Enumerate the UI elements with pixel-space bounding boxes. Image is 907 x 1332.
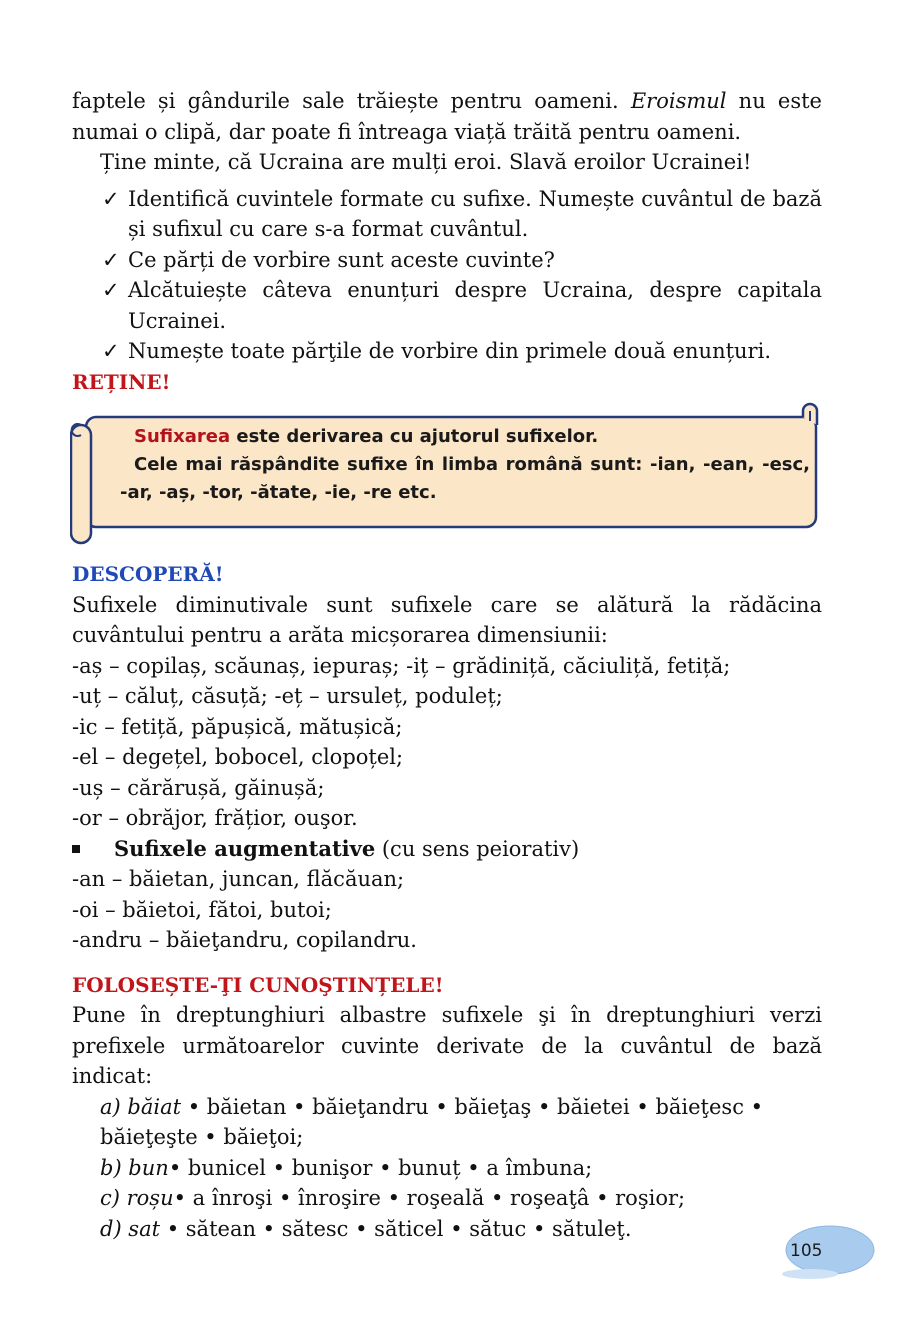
exercise-item (72, 1153, 822, 1184)
check-icon: ✓ (102, 247, 120, 272)
rule-line-2: Cele mai răspândite sufixe în limba română sunt: -ian, -ean, -esc, -ar, -aș, -tor, -ătate, -ie, -re etc. (120, 454, 810, 503)
augmentative-line: -oi – băietoi, fătoi, butoi; (72, 897, 332, 922)
suffix-line: -aș – copilaș, scăunaș, iepuraș; -iț – grădiniță, căciuliță, fetiță; (72, 653, 731, 678)
suffix-line: -uț – căluț, căsuță; -eț – ursuleț, poduleț; (72, 684, 503, 708)
augmentative-line: -an – băietan, juncan, flăcăuan; (72, 867, 405, 891)
suffix-line: -ic – fetiță, păpușică, mătușică; (72, 714, 403, 739)
rule-term: Sufixarea (134, 426, 231, 447)
intro-text-end: nu este numai o clipă, dar poate fi întreaga viață trăită pentru oameni. (72, 89, 822, 144)
suffix-line: -el – degețel, bobocel, clopoțel; (72, 745, 404, 769)
task-item (72, 336, 822, 367)
exercise-words: • sătean • sătesc • săticel • sătuc • sătuleţ. (160, 1216, 632, 1241)
exercise-label: c) roșu (100, 1186, 174, 1210)
augmentative-title: Sufixele augmentative (114, 835, 376, 861)
exercise-words: • a înroşi • înroşire • roşeală • roşeaţâ • roşior; (173, 1186, 686, 1210)
suffix-line: -uș – cărărușă, găinușă; (72, 775, 325, 800)
check-icon: ✓ (102, 339, 120, 363)
rule-scroll-box (72, 401, 822, 549)
augmentative-note: (cu sens peiorativ) (375, 836, 580, 861)
rule-text (120, 423, 810, 507)
retine-heading: REȚINE! (72, 369, 171, 394)
intro-text-start: faptele și gândurile sale trăiește pentru oameni. (72, 89, 631, 113)
page-content (72, 86, 822, 1244)
task-item (72, 184, 822, 245)
exercise-words: • băietan • băieţandru • băieţaş • băietei • băieţesc • băieţeşte • băieţoi; (100, 1094, 764, 1149)
rule-definition: este derivarea cu ajutorul sufixelor. (230, 426, 599, 447)
augmentative-heading (72, 834, 822, 865)
page-number: 105 (790, 1241, 823, 1261)
check-icon: ✓ (102, 278, 120, 302)
exercise-label: d) sat (100, 1216, 161, 1241)
exercise-item (72, 1214, 822, 1245)
intro-emphasis: Eroismul (630, 89, 727, 113)
task-item (72, 245, 822, 276)
task-text: Ce părți de vorbire sunt aceste cuvinte? (128, 247, 555, 272)
exercise-label: b) bun (100, 1155, 169, 1180)
exercise-label: a) băiat (100, 1094, 182, 1119)
foloseste-heading: FOLOSEȘTE-ŢI CUNOŞTINȚELE! (72, 972, 444, 997)
square-bullet-icon (72, 845, 80, 853)
intro-paragraph (72, 86, 822, 147)
exercise-words: • bunicel • bunişor • bunuț • a îmbuna; (168, 1155, 593, 1180)
suffix-line: -or – obrăjor, frățior, ouşor. (72, 806, 358, 830)
task-text: Numește toate părţile de vorbire din primele două enunțuri. (128, 339, 771, 363)
intro-paragraph-2: Ține minte, că Ucraina are mulți eroi. Slavă eroilor Ucrainei! (100, 150, 752, 174)
task-text: Alcătuiește câteva enunțuri despre Ucraina, despre capitala Ucrainei. (128, 278, 822, 333)
page-number-badge (780, 1222, 876, 1282)
descopera-intro: Sufixele diminutivale sunt sufixele care se alătură la rădăcina cuvântului pentru a arăta micșorarea dimensiunii: (72, 592, 822, 647)
task-list (72, 184, 822, 367)
augmentative-line: -andru – băieţandru, copilandru. (72, 928, 417, 952)
foloseste-intro: Pune în dreptunghiuri albastre sufixele şi în dreptunghiuri verzi prefixele următoarelor cuvinte derivate de la cuvântul de bază indicat: (72, 1003, 822, 1088)
spacer (72, 956, 822, 970)
rule-line-1 (120, 423, 810, 451)
task-text: Identifică cuvintele formate cu sufixe. Numește cuvântul de bază și sufixul cu care s-a format cuvântul. (128, 186, 822, 241)
task-item (72, 275, 822, 336)
descopera-heading: DESCOPERĂ! (72, 562, 224, 586)
check-icon: ✓ (102, 186, 120, 211)
exercise-item (72, 1092, 822, 1153)
exercise-item (72, 1183, 822, 1214)
